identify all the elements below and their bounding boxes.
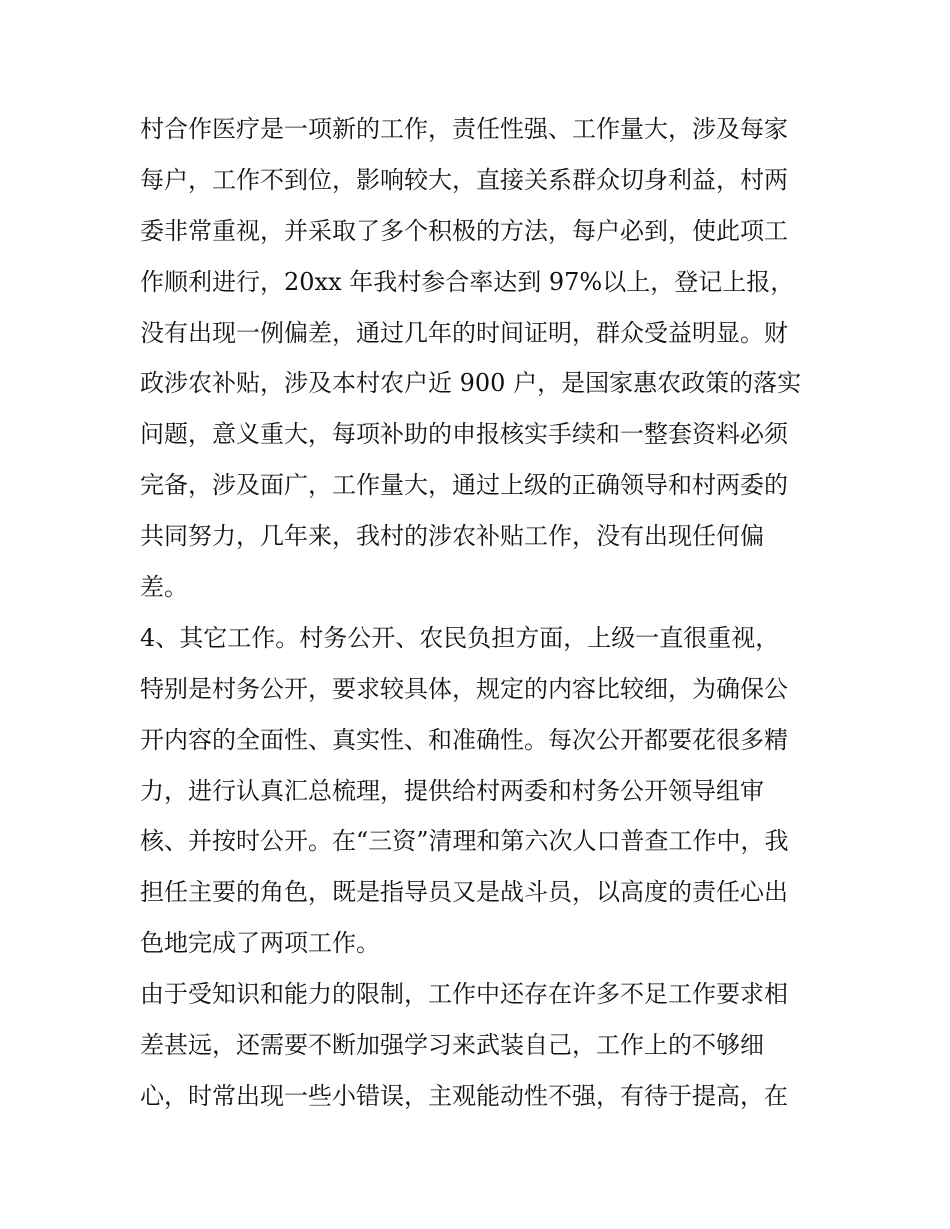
text-line: 完备，涉及面广，工作量大，通过上级的正确领导和村两委的 xyxy=(140,471,788,500)
body-text xyxy=(140,104,820,1122)
text-line: 色地完成了两项工作。 xyxy=(140,929,380,958)
text-line: 特别是村务公开，要求较具体，规定的内容比较细，为确保公 xyxy=(140,674,788,703)
text-line: 作顺利进行，20xx 年我村参合率达到 97%以上，登记上报， xyxy=(140,267,795,296)
text-line: 心，时常出现一些小错误，主观能动性不强，有待于提高，在 xyxy=(140,1081,788,1110)
text-line: 开内容的全面性、真实性、和准确性。每次公开都要花很多精 xyxy=(140,725,788,754)
text-line: 担任主要的角色，既是指导员又是战斗员，以高度的责任心出 xyxy=(140,878,788,907)
text-line: 核、并按时公开。在“三资”清理和第六次人口普查工作中，我 xyxy=(140,827,789,856)
text-line: 差甚远，还需要不断加强学习来武装自己，工作上的不够细 xyxy=(140,1031,764,1060)
text-line: 村合作医疗是一项新的工作，责任性强、工作量大，涉及每家 xyxy=(140,115,788,143)
text-line: 政涉农补贴，涉及本村农户近 900 户，是国家惠农政策的落实 xyxy=(140,369,802,398)
text-line: 每户，工作不到位，影响较大，直接关系群众切身利益，村两 xyxy=(140,165,788,194)
text-line: 问题，意义重大，每项补助的申报核实手续和一整套资料必须 xyxy=(140,420,788,449)
text-line: 4、其它工作。村务公开、农民负担方面，上级一直很重视， xyxy=(140,623,780,652)
text-line: 没有出现一例偏差，通过几年的时间证明，群众受益明显。财 xyxy=(140,318,788,347)
text-line: 差。 xyxy=(140,573,188,602)
text-line: 共同努力，几年来，我村的涉农补贴工作，没有出现任何偏 xyxy=(140,522,764,551)
text-line: 力，进行认真汇总梳理，提供给村两委和村务公开领导组审 xyxy=(140,776,764,805)
text-line: 由于受知识和能力的限制，工作中还存在许多不足工作要求相 xyxy=(140,980,788,1009)
text-line: 委非常重视，并采取了多个积极的方法，每户必到，使此项工 xyxy=(140,216,788,245)
